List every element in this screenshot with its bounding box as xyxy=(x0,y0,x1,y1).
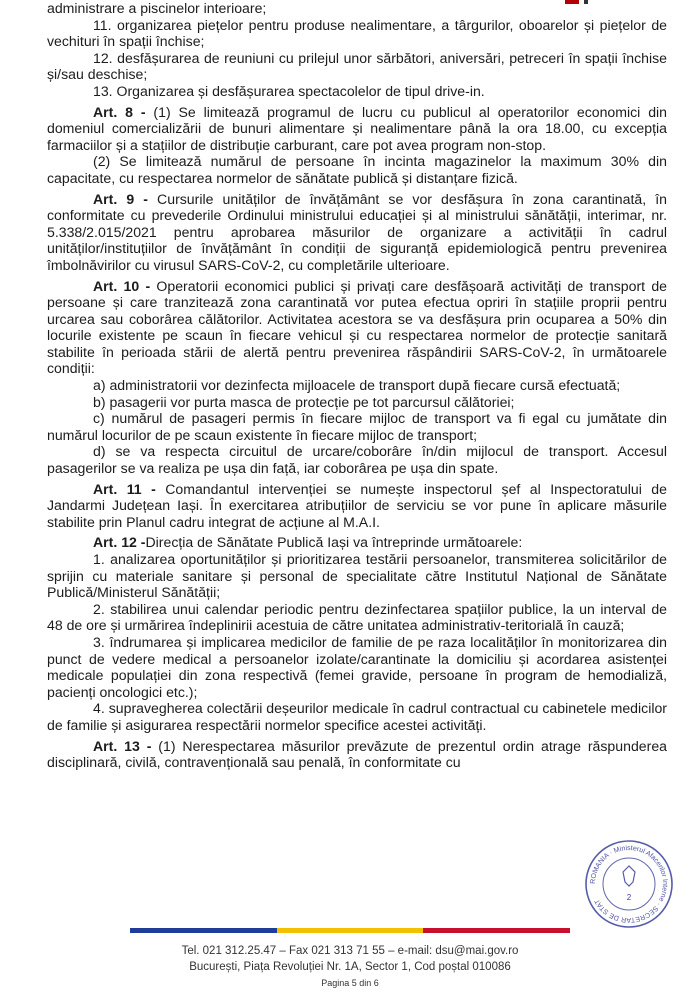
article-paragraph xyxy=(47,481,667,531)
paragraph: 12. desfășurarea de reuniuni cu prilejul unor sărbători, aniversări, petreceri în spații închise și/sau deschise; xyxy=(47,49,667,83)
paragraph: d) se va respecta circuitul de urcare/coborâre în/din mijlocul de transport. Accesul pasagerilor se va realiza pe ușa din față, iar coborârea pe ușa din spate. xyxy=(47,443,667,477)
article-label: Art. 10 - xyxy=(93,277,151,294)
article-text: (1) Se limitează programul de lucru cu publicul al operatorilor economici din domeniul comercializării de bunuri alimentare și nealimentare până la ora 18.00, cu excepția farmaciilor și a stațiilor de distribuție carburant, care pot avea program non-stop. xyxy=(47,103,667,153)
paragraph: a) administratorii vor dezinfecta mijloacele de transport după fiecare cursă efectuată; xyxy=(93,377,621,394)
official-stamp-icon xyxy=(583,838,675,930)
article-text: Comandantul intervenției se numește inspectorul șef al Inspectoratului de Jandarmi Județean Iași. În exercitarea atribuțiilor de serviciu se vor pune în aplicare măsurile stabilite prin Planul cadru integrat de acțiune al M.A.I. xyxy=(47,480,667,530)
tricolor-blue xyxy=(130,928,277,933)
article-label: Art. 13 - xyxy=(93,737,152,754)
coat-of-arms-icon xyxy=(623,866,635,886)
paragraph: 1. analizarea oportunităților și prioritizarea testării persoanelor, transmiterea solicitărilor de sprijin cu materiale sanitare și personal de specialitate către Institutul Național de Sănătate Publică/Ministerul Sănătății; xyxy=(47,551,667,601)
paragraph: b) pasagerii vor purta masca de protecție pe tot parcursul călătoriei; xyxy=(93,393,515,410)
footer-address: București, Piața Revoluției Nr. 1A, Sector 1, Cod poștal 010086 xyxy=(189,961,511,973)
article-label: Art. 12 - xyxy=(93,534,146,551)
paragraph: 3. îndrumarea și implicarea medicilor de familie de pe raza localităților în monitorizarea din punct de vedere medical a persoanelor izolate/carantinate la domiciliu și acordarea asistenței medicale populației din zona respectivă (femei gravide, persoane în program de hemodializă, pacienți oncologici etc.); xyxy=(47,633,667,700)
tricolor-yellow xyxy=(277,928,424,933)
article-paragraph xyxy=(47,278,667,378)
article-paragraph xyxy=(47,191,667,274)
tricolor-red xyxy=(423,928,570,933)
article-label: Art. 11 - xyxy=(93,480,156,497)
footer-page-number: Pagina 5 din 6 xyxy=(321,978,379,988)
article-paragraph xyxy=(47,534,667,551)
stamp-center-number: 2 xyxy=(626,893,632,902)
paragraph: (2) Se limitează numărul de persoane în incinta magazinelor la maximum 30% din capacitate, cu respectarea normelor de sănătate publică și distanțare fizică. xyxy=(47,153,667,186)
tricolor-rule xyxy=(130,928,570,933)
paragraph: 2. stabilirea unui calendar periodic pentru dezinfectarea spațiilor publice, la un interval de 48 de ore și urmărirea îndeplinirii acestuia de către unitatea administrativ-teritorială în cauză; xyxy=(47,600,667,634)
paragraph: 11. organizarea piețelor pentru produse nealimentare, a târgurilor, oboarelor și piețelor de vechituri în spații închise; xyxy=(47,16,667,50)
paragraph: 4. supravegherea colectării deșeurilor medicale în cadrul contractual cu cabinetele medicilor de familie și asigurarea respectării normelor specifice acestei activități. xyxy=(47,700,667,733)
svg-text:ROMANIA · Ministerul Afacerilo xyxy=(590,845,668,923)
document-body xyxy=(47,0,667,771)
article-text: Operatorii economici publici și privați care desfășoară activități de transport de persoane și care tranzitează zona carantinată vor putea efectua opriri în stațiile proprii pentru urcarea sau coborârea călătorilor. Activitatea acestora se va desfășura prin ocuparea a 50% din locurile existente pe scaun în fiecare vehicul și cu respectarea normelor de protecție sanitară stabilite în perioada stării de alertă pentru prevenirea răspândirii SARS-CoV-2, în următoarele condiții: xyxy=(47,277,667,377)
paragraph: c) numărul de pasageri permis în fiecare mijloc de transport va fi egal cu jumătate din numărul locurilor de pe scaun existente în fiecare mijloc de transport; xyxy=(47,410,667,443)
article-paragraph xyxy=(47,738,667,771)
article-text: Cursurile unităților de învățământ se vor desfășura în zona carantinată, în conformitate cu prevederile Ordinului ministrului educației și al ministrului sănătății, interimar, nr. 5.338/2.015/2021 pentru aprobarea măsurilor de organizare a activității în cadrul unităților/instituțiilor de învățământ în condiții de siguranță epidemiologică pentru prevenirea îmbolnăvirilor cu virusul SARS-CoV-2, cu completările ulterioare. xyxy=(47,190,667,273)
paragraph: administrare a piscinelor interioare; xyxy=(47,0,267,16)
footer-contact: Tel. 021 312.25.47 – Fax 021 313 71 55 – e-mail: dsu@mai.gov.ro xyxy=(181,945,519,957)
article-paragraph xyxy=(47,104,667,154)
paragraph: 13. Organizarea și desfășurarea spectacolelor de tipul drive-in. xyxy=(93,82,485,99)
article-text: Direcția de Sănătate Publică Iași va întreprinde următoarele: xyxy=(145,534,523,551)
article-text: (1) Nerespectarea măsurilor prevăzute de prezentul ordin atrage răspunderea disciplinară, civilă, contravențională sau penală, în conformitate cu xyxy=(47,737,667,771)
stamp-outer-text: ROMANIA · Ministerul Afacerilor Interne · SECRETAR DE STAT xyxy=(589,844,669,924)
article-label: Art. 8 - xyxy=(93,103,146,120)
article-label: Art. 9 - xyxy=(93,190,148,207)
